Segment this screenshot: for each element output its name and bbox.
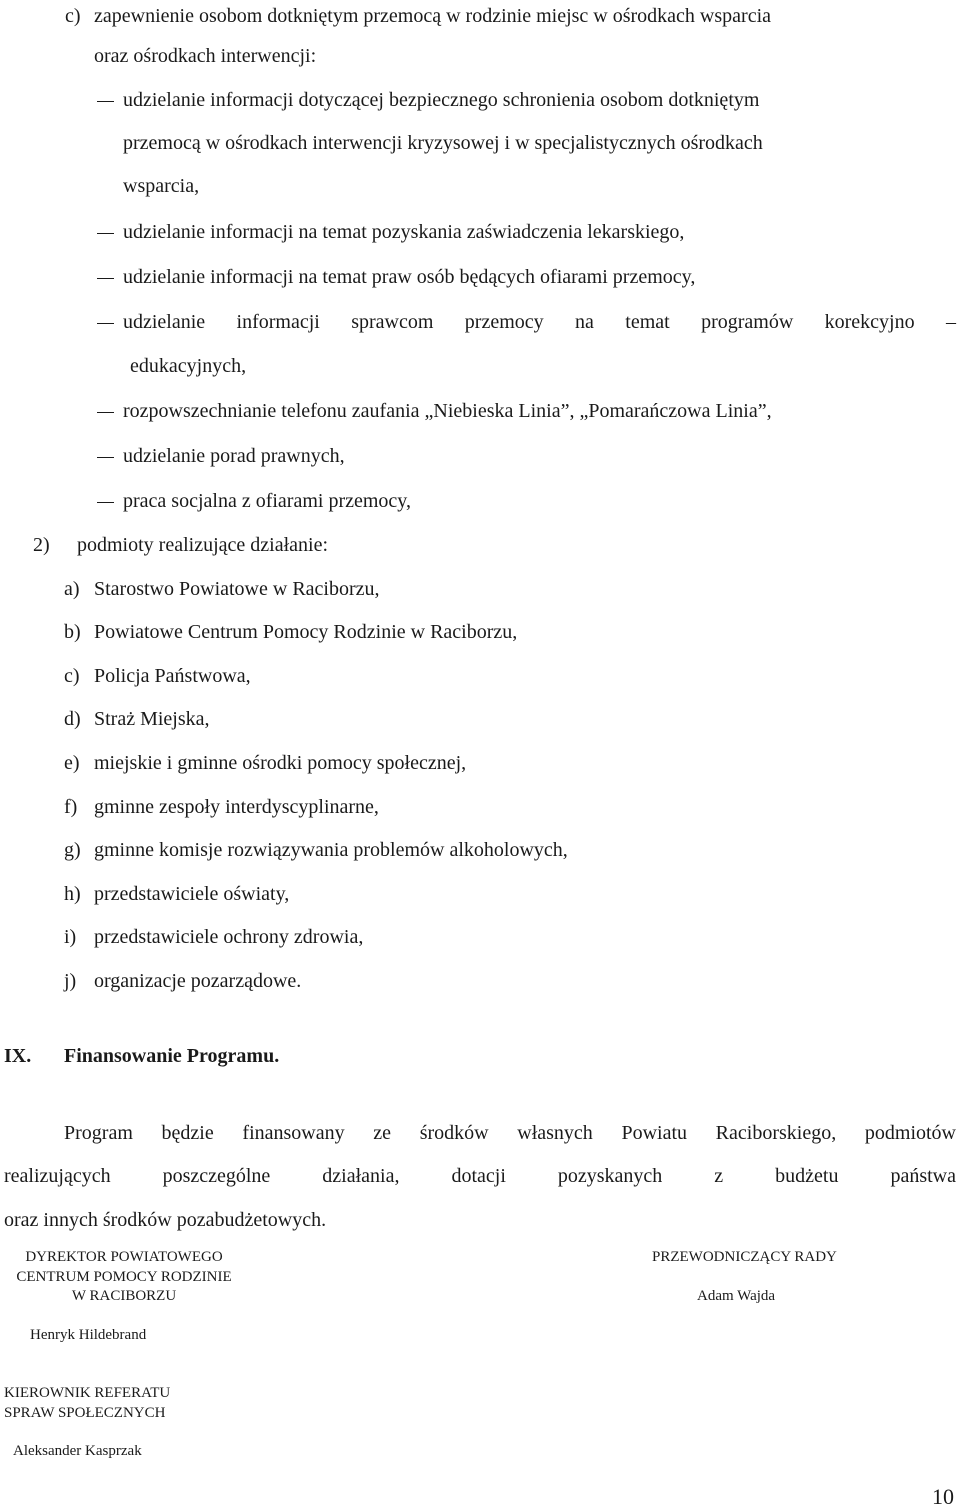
- list-item: Powiatowe Centrum Pomocy Rodzinie w Raciborzu,: [94, 621, 518, 643]
- list-item-label: d): [64, 708, 81, 730]
- bullet-1-line-2: przemocą w ośrodkach interwencji kryzysowej i w specjalistycznych ośrodkach: [123, 132, 763, 154]
- chair-title: PRZEWODNICZĄCY RADY: [652, 1249, 837, 1265]
- list-item-label: a): [64, 578, 80, 600]
- bullet-4-line-1: udzielanie informacji sprawcom przemocy na temat programów korekcyjno –: [123, 311, 956, 333]
- item-label-c: c): [65, 5, 81, 27]
- bullet-2: udzielanie informacji na temat pozyskania zaświadczenia lekarskiego,: [123, 221, 685, 243]
- dash-bullet: [97, 233, 114, 234]
- list-item-label: b): [64, 621, 81, 643]
- list-item: gminne komisje rozwiązywania problemów alkoholowych,: [94, 839, 568, 861]
- page-number: 10: [932, 1484, 954, 1509]
- list-item-label: c): [64, 665, 80, 687]
- bullet-1-line-1: udzielanie informacji dotyczącej bezpiecznego schronienia osobom dotkniętym: [123, 89, 760, 111]
- list-item: Straż Miejska,: [94, 708, 210, 730]
- list-item-label: e): [64, 752, 80, 774]
- list-item: Policja Państwowa,: [94, 665, 251, 687]
- director-title-line-3: W RACIBORZU: [71, 1288, 177, 1304]
- dash-bullet: [97, 412, 114, 413]
- list-item-label: j): [64, 970, 77, 992]
- head-name: Aleksander Kasprzak: [13, 1443, 142, 1459]
- bullet-4-line-2: edukacyjnych,: [130, 355, 247, 377]
- bullet-1-line-3: wsparcia,: [123, 175, 200, 197]
- list-item: przedstawiciele ochrony zdrowia,: [94, 926, 364, 948]
- section-2-title: podmioty realizujące działanie:: [77, 534, 328, 556]
- head-title-line-2: SPRAW SPOŁECZNYCH: [4, 1404, 166, 1421]
- section-ix-title: Finansowanie Programu.: [64, 1045, 280, 1067]
- director-title-line-1: DYREKTOR POWIATOWEGO: [25, 1249, 223, 1265]
- list-item-label: i): [64, 926, 77, 948]
- list-item: miejskie i gminne ośrodki pomocy społecznej,: [94, 752, 467, 774]
- list-item-label: h): [64, 883, 81, 905]
- director-title-line-2: CENTRUM POMOCY RODZINIE: [16, 1268, 232, 1285]
- list-item: gminne zespoły interdyscyplinarne,: [94, 796, 379, 818]
- list-item-label: f): [64, 796, 78, 818]
- bullet-3: udzielanie informacji na temat praw osób będących ofiarami przemocy,: [123, 266, 696, 288]
- bullet-5: rozpowszechnianie telefonu zaufania „Niebieska Linia”, „Pomarańczowa Linia”,: [123, 400, 772, 422]
- director-name: Henryk Hildebrand: [30, 1327, 147, 1343]
- section-2-label: 2): [33, 534, 50, 556]
- signature-director: [4, 1248, 244, 1307]
- list-item-label: g): [64, 839, 81, 861]
- bullet-7: praca socjalna z ofiarami przemocy,: [123, 490, 411, 512]
- section-c-line-1: zapewnienie osobom dotkniętym przemocą w rodzinie miejsc w ośrodkach wsparcia: [94, 5, 772, 27]
- list-item: Starostwo Powiatowe w Raciborzu,: [94, 578, 380, 600]
- chair-name: Adam Wajda: [697, 1288, 776, 1304]
- dash-bullet: [97, 323, 114, 324]
- list-item: organizacje pozarządowe.: [94, 970, 302, 992]
- financing-line-3: oraz innych środków pozabudżetowych.: [4, 1209, 327, 1231]
- head-title-line-1: KIEROWNIK REFERATU: [4, 1385, 171, 1401]
- bullet-6: udzielanie porad prawnych,: [123, 445, 345, 467]
- dash-bullet: [97, 457, 114, 458]
- section-ix-number: IX.: [4, 1045, 32, 1067]
- dash-bullet: [97, 101, 114, 102]
- financing-line-2: realizujących poszczególne działania, dotacji pozyskanych z budżetu państwa: [4, 1165, 956, 1187]
- signature-head: [4, 1384, 170, 1423]
- section-c-line-2: oraz ośrodkach interwencji:: [94, 45, 317, 67]
- financing-line-1: Program będzie finansowany ze środków własnych Powiatu Raciborskiego, podmiotów: [64, 1122, 956, 1144]
- dash-bullet: [97, 502, 114, 503]
- dash-bullet: [97, 278, 114, 279]
- list-item: przedstawiciele oświaty,: [94, 883, 290, 905]
